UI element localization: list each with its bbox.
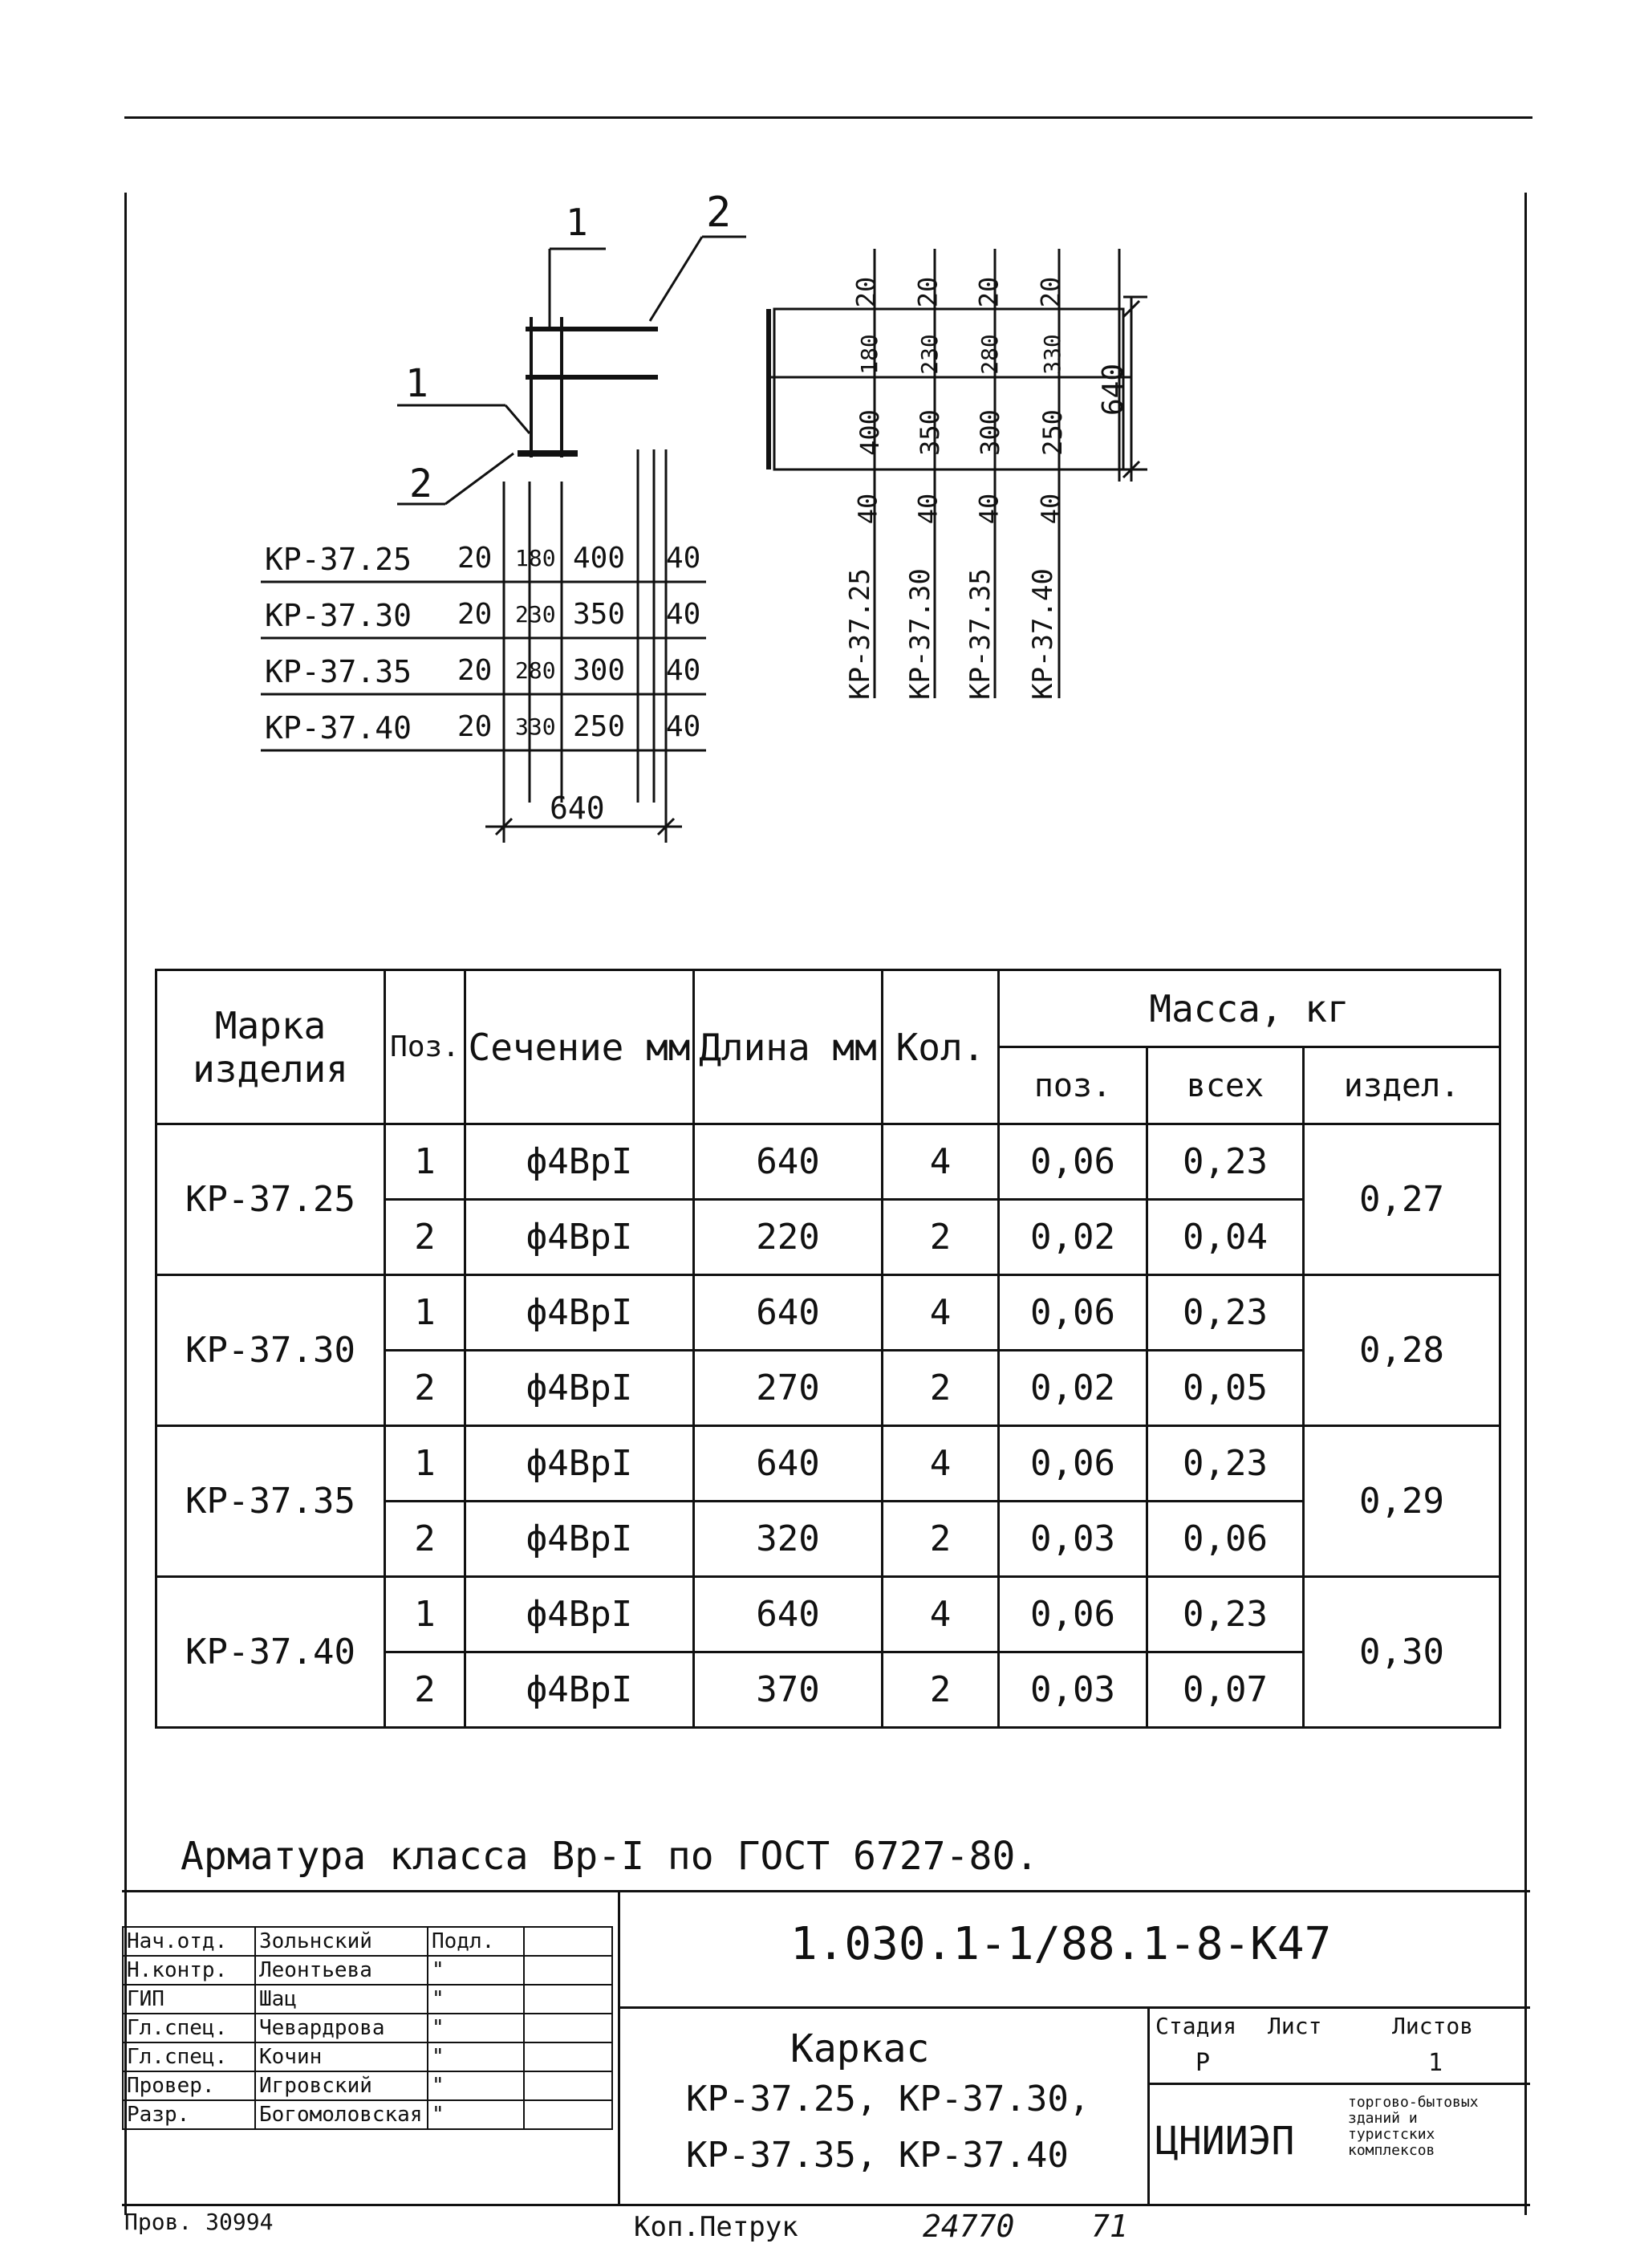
title-line-3: КР-37.35, КР-37.40 — [686, 2135, 1069, 2176]
staff-name: Игровский — [255, 2071, 428, 2100]
elev-bot: 250 — [1037, 409, 1068, 456]
title-block-bottom-line — [122, 2204, 1530, 2206]
header-mark: Марка изделия — [156, 970, 385, 1124]
row-length: 640 — [694, 1124, 883, 1200]
staff-role: ГИП — [123, 1985, 255, 2014]
header-qty: Кол. — [883, 970, 999, 1124]
row-mass-all: 0,23 — [1147, 1124, 1304, 1200]
row-mark: КР-37.30 — [156, 1275, 385, 1426]
staff-sign: " — [428, 2042, 524, 2071]
row-qty: 2 — [883, 1351, 999, 1426]
row-qty: 4 — [883, 1124, 999, 1200]
row-section: ф4ВрI — [465, 1426, 694, 1502]
row-mark: КР-37.35 — [156, 1426, 385, 1577]
row-mass-all: 0,23 — [1147, 1275, 1304, 1351]
row-section: ф4ВрI — [465, 1351, 694, 1426]
footer-copy: Коп.Петрук — [634, 2211, 798, 2243]
elev-end: 40 — [852, 493, 883, 525]
elev-top: 20 — [850, 276, 882, 308]
staff-role: Разр. — [123, 2100, 255, 2129]
title-line-2: КР-37.25, КР-37.30, — [686, 2079, 1090, 2120]
row-mass-all: 0,23 — [1147, 1577, 1304, 1652]
header-mass-all: всех — [1147, 1047, 1304, 1124]
staff-role: Нач.отд. — [123, 1927, 255, 1956]
row-length: 270 — [694, 1351, 883, 1426]
staff-role: Провер. — [123, 2071, 255, 2100]
row-qty: 2 — [883, 1502, 999, 1577]
plan-row-d1: 20 — [457, 710, 493, 743]
row-qty: 4 — [883, 1577, 999, 1652]
row-pos: 2 — [385, 1200, 465, 1275]
elev-top: 20 — [1035, 276, 1066, 308]
elev-mid: 180 — [855, 334, 883, 375]
staff-name: Кочин — [255, 2042, 428, 2071]
plan-row-d2: 230 — [515, 601, 556, 628]
row-section: ф4ВрI — [465, 1200, 694, 1275]
title-line-1: Каркас — [790, 2026, 930, 2071]
plan-row-d2: 280 — [515, 657, 556, 684]
row-section: ф4ВрI — [465, 1124, 694, 1200]
plan-row-d3: 300 — [573, 654, 626, 687]
elev-mid: 330 — [1038, 334, 1066, 375]
staff-signature-table — [122, 1926, 613, 2130]
row-mass-all: 0,05 — [1147, 1351, 1304, 1426]
row-length: 640 — [694, 1275, 883, 1351]
staff-name: Шац — [255, 1985, 428, 2014]
header-mass-pos: поз. — [999, 1047, 1147, 1124]
row-mass-pos: 0,02 — [999, 1351, 1147, 1426]
staff-role: Н.контр. — [123, 1956, 255, 1985]
footer-check: Пров. 30994 — [124, 2209, 274, 2235]
footer-mark: 71 — [1091, 2209, 1128, 2244]
staff-sign: " — [428, 2100, 524, 2129]
plan-row-mark: КР-37.35 — [265, 654, 412, 689]
staff-sign: " — [428, 1985, 524, 2014]
staff-name: Зольнский — [255, 1927, 428, 1956]
elev-bot: 400 — [854, 409, 885, 456]
footer-number: 24770 — [923, 2209, 1015, 2244]
elev-bot: 350 — [914, 409, 945, 456]
plan-row-d3: 350 — [573, 598, 626, 631]
row-length: 640 — [694, 1577, 883, 1652]
elev-mark: КР-37.30 — [903, 568, 936, 700]
plan-row-mark: КР-37.40 — [265, 710, 412, 746]
row-pos: 1 — [385, 1577, 465, 1652]
plan-row-mark: КР-37.30 — [265, 598, 412, 633]
row-mass-all: 0,07 — [1147, 1652, 1304, 1728]
row-mass-all: 0,06 — [1147, 1502, 1304, 1577]
elev-end: 40 — [1035, 493, 1066, 525]
title-block-stage-line — [1147, 2083, 1530, 2085]
title-block-top-line — [122, 1890, 1530, 1892]
organization-name: ЦНИИЭП — [1155, 2119, 1295, 2164]
plan-row-d4: 40 — [666, 542, 701, 575]
organization-note: торгово-бытовых зданий и туристских комплексов — [1348, 2094, 1479, 2159]
row-pos: 2 — [385, 1351, 465, 1426]
plan-row-d4: 40 — [666, 654, 701, 687]
title-block-divider — [618, 1890, 620, 2205]
elev-top: 20 — [912, 276, 944, 308]
header-mass-item: издел. — [1304, 1047, 1500, 1124]
plan-row-d1: 20 — [457, 598, 493, 631]
staff-sign: " — [428, 2014, 524, 2042]
plan-row-d2: 330 — [515, 713, 556, 740]
stage-value: Р — [1195, 2049, 1211, 2077]
elev-mark: КР-37.25 — [843, 568, 876, 700]
row-mass-pos: 0,02 — [999, 1200, 1147, 1275]
plan-row-d3: 250 — [573, 710, 626, 743]
row-mass-item: 0,30 — [1304, 1577, 1500, 1728]
plan-row-d2: 180 — [515, 545, 556, 571]
document-code: 1.030.1-1/88.1-8-К47 — [790, 1918, 1332, 1970]
row-mark: КР-37.25 — [156, 1124, 385, 1275]
header-section: Сечение мм — [465, 970, 694, 1124]
row-mass-pos: 0,03 — [999, 1502, 1147, 1577]
row-mass-pos: 0,06 — [999, 1577, 1147, 1652]
plan-row-d1: 20 — [457, 654, 493, 687]
sheet-label: Лист — [1268, 2013, 1322, 2039]
staff-role: Гл.спец. — [123, 2014, 255, 2042]
staff-sign: " — [428, 2071, 524, 2100]
plan-row-mark: КР-37.25 — [265, 542, 412, 577]
elev-end: 40 — [912, 493, 944, 525]
plan-total-dim: 640 — [550, 791, 605, 826]
callout-1-left: 1 — [405, 361, 428, 406]
sheets-label: Листов — [1392, 2013, 1474, 2039]
reinforcement-note: Арматура класса Вр-I по ГОСТ 6727-80. — [181, 1834, 1039, 1879]
row-qty: 2 — [883, 1652, 999, 1728]
row-mass-item: 0,28 — [1304, 1275, 1500, 1426]
elev-mark: КР-37.35 — [964, 568, 997, 700]
row-mass-pos: 0,06 — [999, 1426, 1147, 1502]
row-mass-all: 0,23 — [1147, 1426, 1304, 1502]
header-pos: Поз. — [385, 970, 465, 1124]
row-pos: 2 — [385, 1652, 465, 1728]
row-qty: 4 — [883, 1426, 999, 1502]
row-length: 370 — [694, 1652, 883, 1728]
elev-top: 20 — [973, 276, 1005, 308]
callout-2-left: 2 — [409, 461, 432, 506]
row-pos: 1 — [385, 1426, 465, 1502]
row-mass-pos: 0,06 — [999, 1124, 1147, 1200]
staff-name: Чевардрова — [255, 2014, 428, 2042]
row-length: 640 — [694, 1426, 883, 1502]
row-mass-pos: 0,03 — [999, 1652, 1147, 1728]
row-length: 220 — [694, 1200, 883, 1275]
callout-1-top: 1 — [566, 201, 588, 244]
elev-total-dim: 640 — [1097, 363, 1131, 417]
title-block-mid-line — [618, 2006, 1530, 2009]
title-block-stage-divider — [1147, 2006, 1150, 2205]
row-mass-pos: 0,06 — [999, 1275, 1147, 1351]
callout-2-top: 2 — [706, 189, 732, 237]
elev-bot: 300 — [974, 409, 1005, 456]
staff-sign: " — [428, 1956, 524, 1985]
row-pos: 2 — [385, 1502, 465, 1577]
elev-mid: 280 — [976, 334, 1003, 375]
staff-sign: Подл. — [428, 1927, 524, 1956]
row-length: 320 — [694, 1502, 883, 1577]
plan-row-d1: 20 — [457, 542, 493, 575]
stage-label: Стадия — [1155, 2013, 1237, 2039]
row-pos: 1 — [385, 1124, 465, 1200]
row-section: ф4ВрI — [465, 1502, 694, 1577]
row-mark: КР-37.40 — [156, 1577, 385, 1728]
sheet-value: 1 — [1428, 2049, 1443, 2077]
elev-mid: 230 — [915, 334, 943, 375]
row-mass-item: 0,29 — [1304, 1426, 1500, 1577]
row-section: ф4ВрI — [465, 1652, 694, 1728]
specification-table — [155, 969, 1501, 1729]
row-mass-item: 0,27 — [1304, 1124, 1500, 1275]
elev-end: 40 — [973, 493, 1005, 525]
header-mass: Масса, кг — [999, 970, 1500, 1047]
row-qty: 2 — [883, 1200, 999, 1275]
elev-mark: КР-37.40 — [1026, 568, 1059, 700]
staff-name: Богомоловская — [255, 2100, 428, 2129]
staff-name: Леонтьева — [255, 1956, 428, 1985]
plan-row-d4: 40 — [666, 710, 701, 743]
row-qty: 4 — [883, 1275, 999, 1351]
row-pos: 1 — [385, 1275, 465, 1351]
header-length: Длина мм — [694, 970, 883, 1124]
plan-row-d3: 400 — [573, 542, 626, 575]
row-section: ф4ВрI — [465, 1275, 694, 1351]
row-mass-all: 0,04 — [1147, 1200, 1304, 1275]
row-section: ф4ВрI — [465, 1577, 694, 1652]
plan-row-d4: 40 — [666, 598, 701, 631]
staff-role: Гл.спец. — [123, 2042, 255, 2071]
